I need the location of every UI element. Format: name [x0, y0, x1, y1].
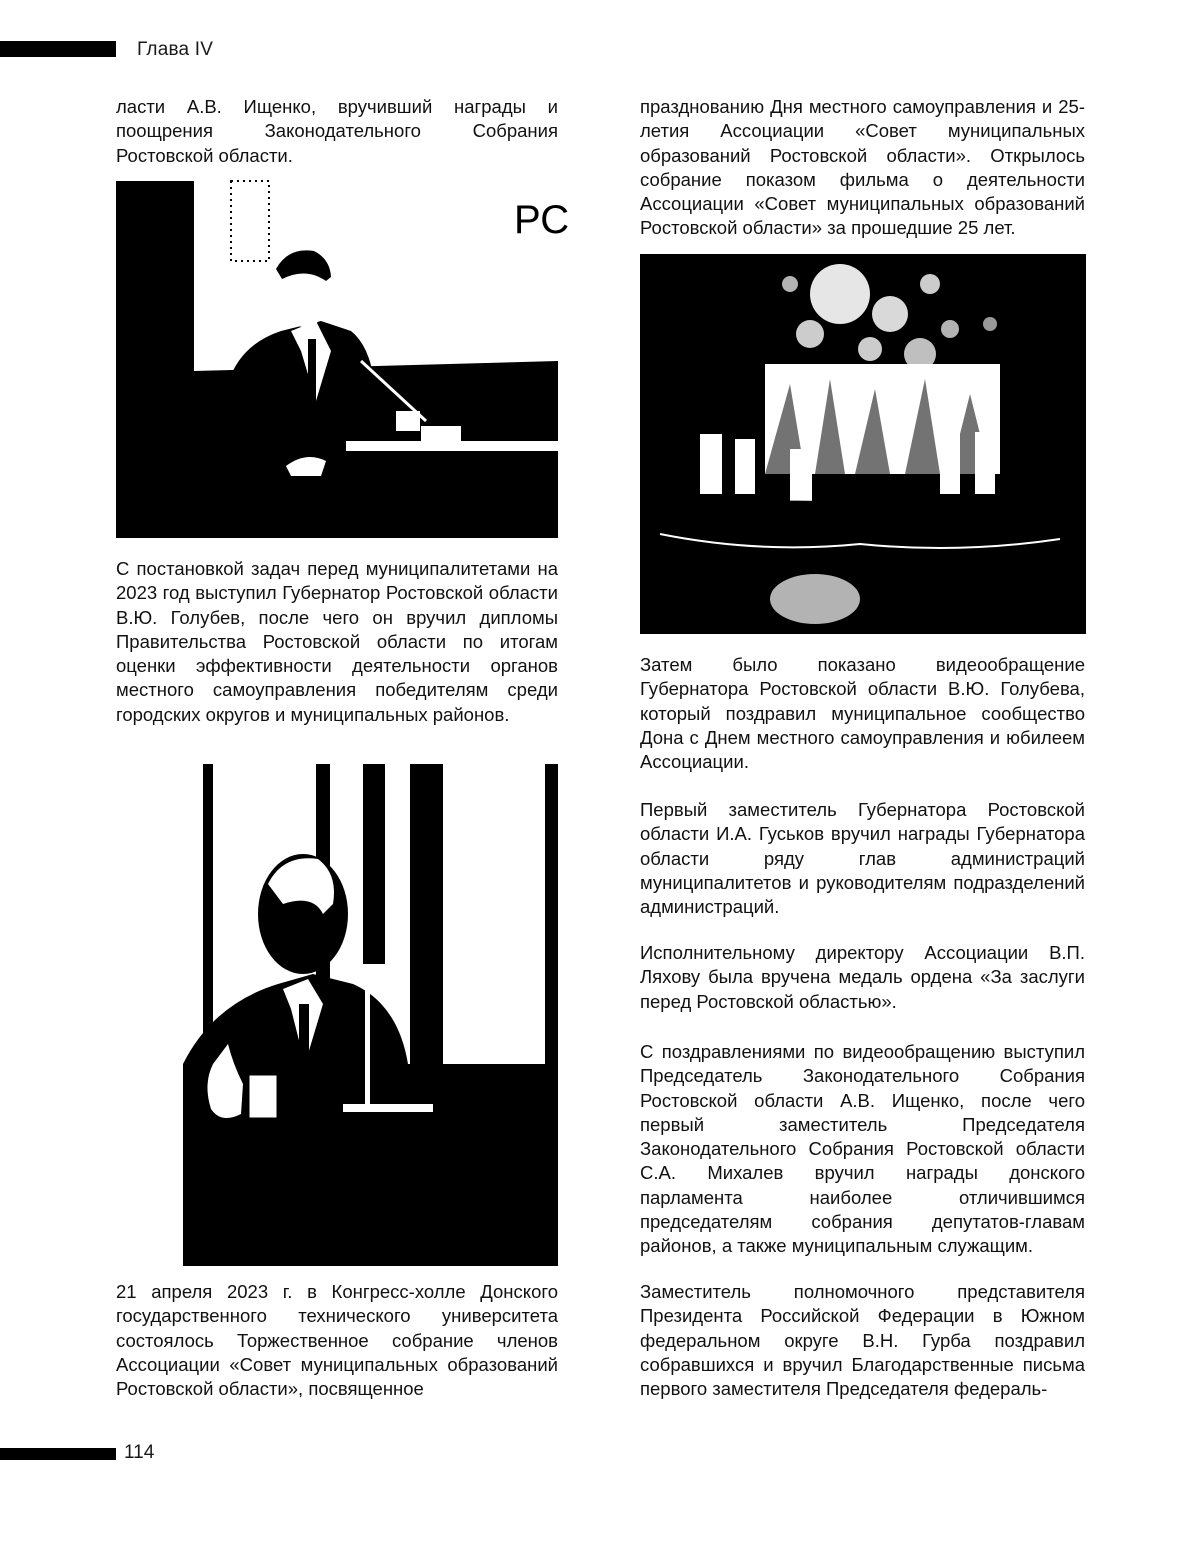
right-paragraph-3: Первый заместитель Губернатора Ростовской области И.А. Гуськов вручил награды Губернатора области ряду глав администраций муниципалитетов и руководителям подразделений администраций. — [640, 799, 1085, 918]
left-paragraph-2: С постановкой задач перед муниципалитетами на 2023 год выступил Губернатор Ростовской области В.Ю. Голубев, после чего он вручил дипломы Правительства Ростовской области по итогам оценки эффективности деятельности органов местного самоуправления победителям среди городских округов и муниципальных районов. — [116, 558, 558, 725]
photo-speaker-podium — [203, 764, 558, 1266]
header-bar — [0, 41, 116, 57]
photo-governor-speech — [116, 181, 570, 538]
left-paragraph-3: 21 апреля 2023 г. в Конгресс-холле Донского государственного технического университета состоялось Торжественное собрание членов Ассоциации «Совет муниципальных образований Ростовской области», посвященное — [116, 1281, 558, 1400]
photo-sign-letters: РС — [514, 198, 570, 242]
chapter-title: Глава IV — [137, 39, 214, 60]
right-paragraph-1: празднованию Дня местного самоуправления и 25-летия Ассоциации «Совет муниципальных образований Ростовской области». Открылось собрание показом фильма о деятельности Ассоциации «Совет муниципальных образований Ростовской области» за прошедшие 25 лет. — [640, 96, 1085, 239]
right-paragraph-5: С поздравлениями по видеообращению выступил Председатель Законодательного Собрания Ростовской области А.В. Ищенко, после чего первый заместитель Председателя Законодательного Собрания Ростовской области С.А. Михалев вручил награды донского парламента наиболее отличившимся председателям собрания депутатов-главам районов, а также муниципальным служащим. — [640, 1041, 1085, 1257]
right-paragraph-4: Исполнительному директору Ассоциации В.П. Ляхову была вручена медаль ордена «За заслуги перед Ростовской областью». — [640, 942, 1085, 1012]
right-paragraph-2: Затем было показано видеообращение Губернатора Ростовской области В.Ю. Голубева, который поздравил муниципальное сообщество Дона с Днем местного самоуправления и юбилеем Ассоциации. — [640, 654, 1085, 773]
left-paragraph-1: ласти А.В. Ищенко, вручивший награды и поощрения Законодательного Собрания Ростовской области. — [116, 96, 558, 166]
page-number: 114 — [124, 1442, 155, 1463]
right-paragraph-6: Заместитель полномочного представителя Президента Российской Федерации в Южном федеральном округе В.Н. Гурба поздравил собравшихся и вручил Благодарственные письма первого заместителя Председателя федераль- — [640, 1281, 1085, 1400]
photo-stage-performance — [640, 254, 1086, 634]
footer-bar — [0, 1448, 116, 1460]
